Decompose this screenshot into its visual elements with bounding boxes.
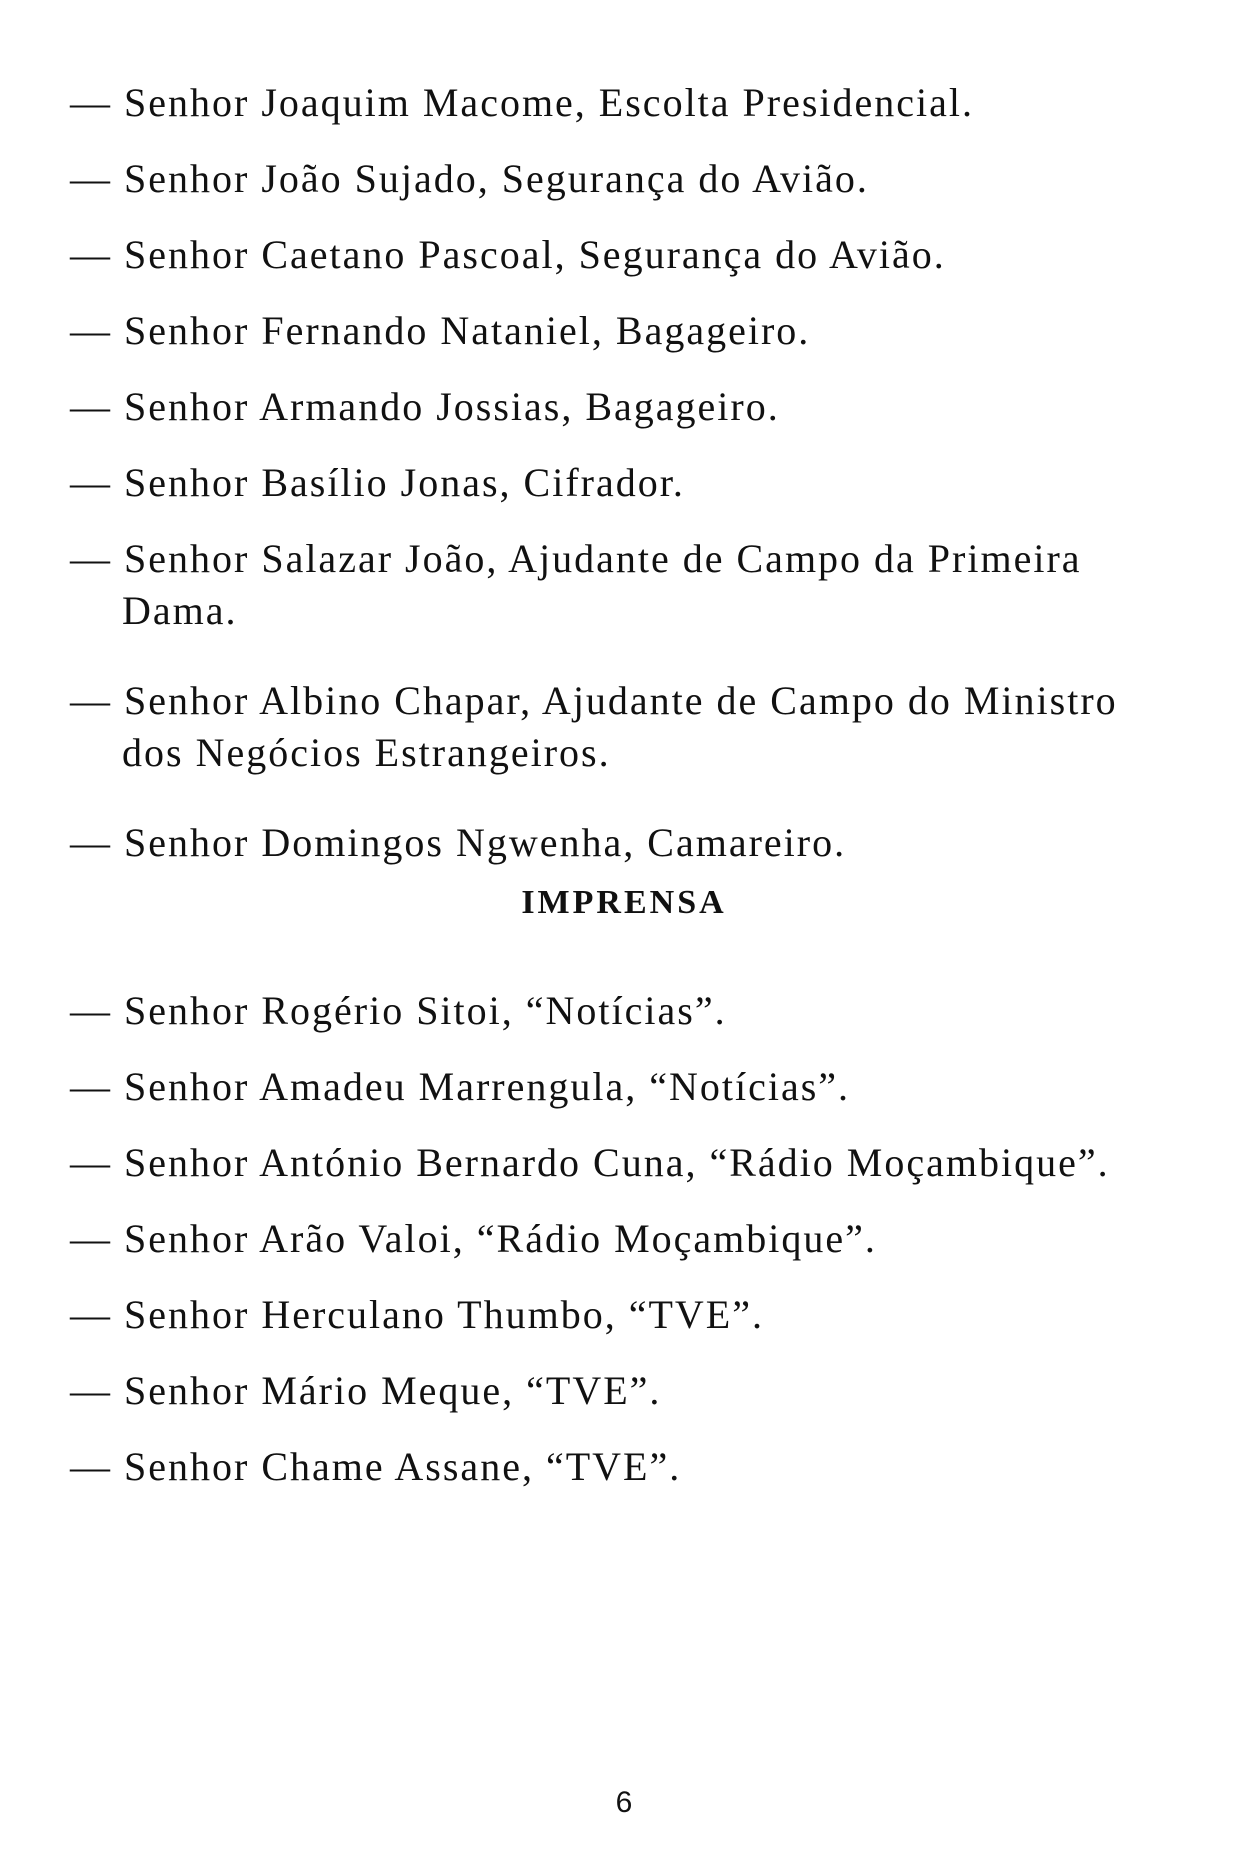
dash: —: [70, 1216, 112, 1261]
list-item: [70, 1054, 1180, 1120]
list-item: [70, 526, 1180, 644]
entry-text: Senhor Armando Jossias, Bagageiro.: [124, 384, 780, 429]
entry-text: Senhor Fernando Nataniel, Bagageiro.: [124, 308, 811, 353]
entry-text: Senhor Albino Chapar, Ajudante de Campo do Ministro: [124, 678, 1118, 723]
entry-text: Senhor Amadeu Marrengula, “Notícias”.: [124, 1064, 851, 1109]
entry-text: Senhor Chame Assane, “TVE”.: [124, 1444, 682, 1489]
list-item: [70, 1282, 1180, 1348]
entry-text: Senhor António Bernardo Cuna, “Rádio Moçambique”.: [124, 1140, 1110, 1185]
entry-text: Senhor Herculano Thumbo, “TVE”.: [124, 1292, 764, 1337]
list-item: [70, 70, 1180, 136]
section-title: IMPRENSA: [521, 884, 727, 921]
entry-text: Senhor João Sujado, Segurança do Avião.: [124, 156, 869, 201]
dash: —: [70, 1064, 112, 1109]
list-item: [70, 1434, 1180, 1500]
list-item: [70, 146, 1180, 212]
list-item: [70, 374, 1180, 440]
entry-text: Senhor Joaquim Macome, Escolta Presidencial.: [124, 80, 975, 125]
list-item: [70, 1358, 1180, 1424]
dash: —: [70, 536, 112, 581]
list-item: [70, 222, 1180, 288]
list-item: [70, 1130, 1180, 1196]
entry-text: Senhor Caetano Pascoal, Segurança do Avião.: [124, 232, 946, 277]
dash: —: [70, 678, 112, 723]
list-item: [70, 1206, 1180, 1272]
dash: —: [70, 80, 112, 125]
dash: —: [70, 1140, 112, 1185]
entry-text: Senhor Arão Valoi, “Rádio Moçambique”.: [124, 1216, 877, 1261]
entry-continuation: Dama.: [122, 588, 238, 633]
dash: —: [70, 1368, 112, 1413]
entry-text: Senhor Salazar João, Ajudante de Campo da Primeira: [124, 536, 1082, 581]
dash: —: [70, 820, 112, 865]
list-item: [70, 298, 1180, 364]
entry-continuation: dos Negócios Estrangeiros.: [122, 730, 611, 775]
list-item: [70, 978, 1180, 1044]
dash: —: [70, 1444, 112, 1489]
dash: —: [70, 384, 112, 429]
dash: —: [70, 988, 112, 1033]
dash: —: [70, 1292, 112, 1337]
dash: —: [70, 156, 112, 201]
dash: —: [70, 308, 112, 353]
dash: —: [70, 232, 112, 277]
entry-text: Senhor Domingos Ngwenha, Camareiro.: [124, 820, 847, 865]
dash: —: [70, 460, 112, 505]
list-item: [70, 668, 1180, 786]
page-number: 6: [615, 1786, 633, 1819]
list-item: [70, 450, 1180, 516]
entry-text: Senhor Mário Meque, “TVE”.: [124, 1368, 662, 1413]
entry-text: Senhor Rogério Sitoi, “Notícias”.: [124, 988, 727, 1033]
list-item: [70, 810, 1180, 876]
entry-text: Senhor Basílio Jonas, Cifrador.: [124, 460, 685, 505]
